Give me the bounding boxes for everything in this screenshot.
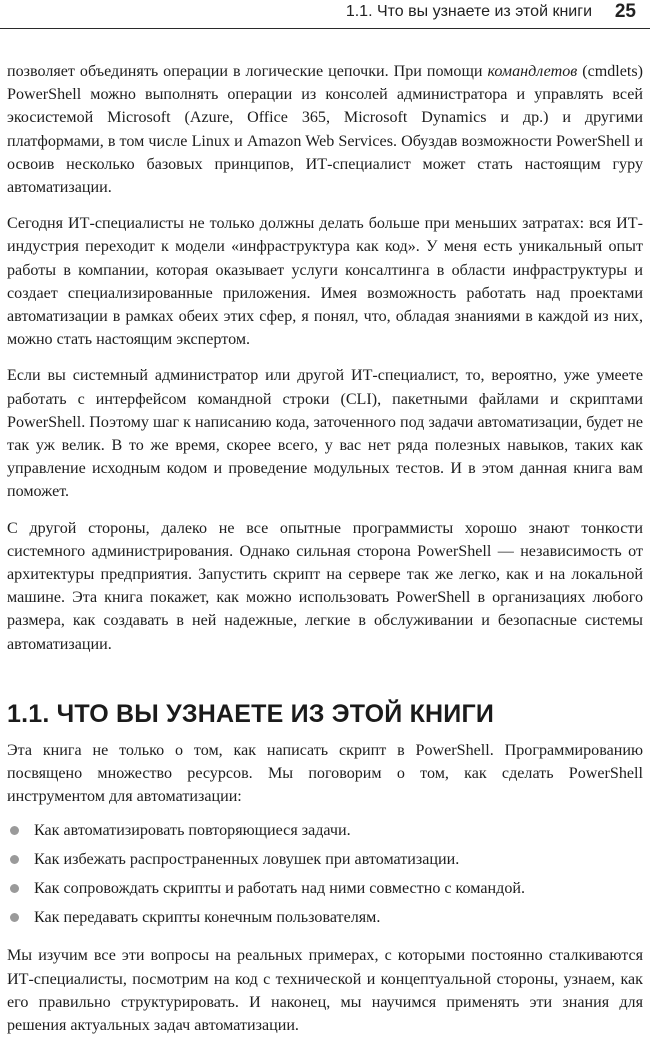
paragraph-3: Если вы системный администратор или другой ИТ-специалист, то, вероятно, уже умеете работать с интерфейсом командной строки (CLI), пакетными файлами и скриптами PowerShell. Поэтому шаг к написанию кода, заточенного под задачи автоматизации, будет не так уж велик. В то же время, скорее всего, у вас нет ряда полезных навыков, таких как управление исходным кодом и проведение модульных тестов. И в этом данная книга вам поможет. bbox=[7, 367, 643, 501]
paragraph-2: Сегодня ИТ-специалисты не только должны делать больше при меньших затратах: вся ИТ-индустрия переходит к модели «инфраструктура как код». У меня есть уникальный опыт работы в компании, которая оказывает услуги консалтинга в области инфраструктуры и создает специализированные приложения. Имея возможность работать над проектами автоматизации в рамках обеих этих сфер, я понял, что, обладая знаниями в каждой из них, можно стать настоящим экспертом. bbox=[7, 215, 643, 349]
list-item-text: Как передавать скрипты конечным пользователям. bbox=[34, 909, 381, 927]
bullet-icon bbox=[10, 855, 19, 864]
running-header bbox=[0, 0, 650, 29]
page-number: 25 bbox=[614, 1, 636, 22]
section-intro: Эта книга не только о том, как написать скрипт в PowerShell. Программированию посвящено множество ресурсов. Мы поговорим о том, как сделать PowerShell инструментом для автоматизации: bbox=[7, 741, 643, 806]
list-item bbox=[7, 903, 643, 932]
page-body bbox=[7, 60, 643, 1050]
list-item bbox=[7, 816, 643, 845]
list-item-text: Как сопровождать скрипты и работать над ними совместно с командой. bbox=[34, 880, 525, 898]
bullet-icon bbox=[10, 884, 19, 893]
bullet-list bbox=[7, 816, 643, 932]
paragraph-4: С другой стороны, далеко не все опытные программисты хорошо знают тонкости системного администрирования. Однако сильная сторона PowerShell — независимость от архитектуры предприятия. Запустить скрипт на сервере так же легко, как и на локальной машине. Эта книга покажет, как можно использовать PowerShell в организациях любого размера, как создавать в ней надежные, легкие в обслуживании и безопасные системы автоматизации. bbox=[7, 519, 643, 653]
paragraph-1-rest: (cmdlets) PowerShell можно выполнять операции из консолей администратора и управлять всей экосистемой Microsoft (Azure, Office 365, Microsoft Dynamics и др.) и другими платформами, в том числе Linux и Amazon Web Services. Обуздав возможности PowerShell и освоив несколько базовых принципов, ИТ-специалист может стать настоящим гуру автоматизации. bbox=[7, 63, 643, 197]
paragraph-1-start: позволяет объединять операции в логические цепочки. При помощи bbox=[7, 63, 488, 80]
list-item bbox=[7, 845, 643, 874]
section-heading: 1.1. ЧТО ВЫ УЗНАЕТЕ ИЗ ЭТОЙ КНИГИ bbox=[7, 699, 495, 728]
term-cmdlets: командлетов bbox=[487, 63, 578, 80]
running-title: 1.1. Что вы узнаете из этой книги bbox=[345, 3, 592, 20]
section-outro: Мы изучим все эти вопросы на реальных примерах, с которыми постоянно сталкиваются ИТ-специалисты, посмотрим на код с технической и концептуальной стороны, узнаем, как его правильно структурировать. И наконец, мы научимся применять эти знания для решения актуальных задач автоматизации. bbox=[7, 947, 643, 1035]
paragraph-1 bbox=[7, 60, 643, 199]
bullet-icon bbox=[10, 913, 19, 922]
list-item-text: Как избежать распространенных ловушек при автоматизации. bbox=[34, 851, 460, 869]
list-item bbox=[7, 874, 643, 903]
list-item-text: Как автоматизировать повторяющиеся задачи. bbox=[34, 822, 351, 840]
bullet-icon bbox=[10, 826, 19, 835]
